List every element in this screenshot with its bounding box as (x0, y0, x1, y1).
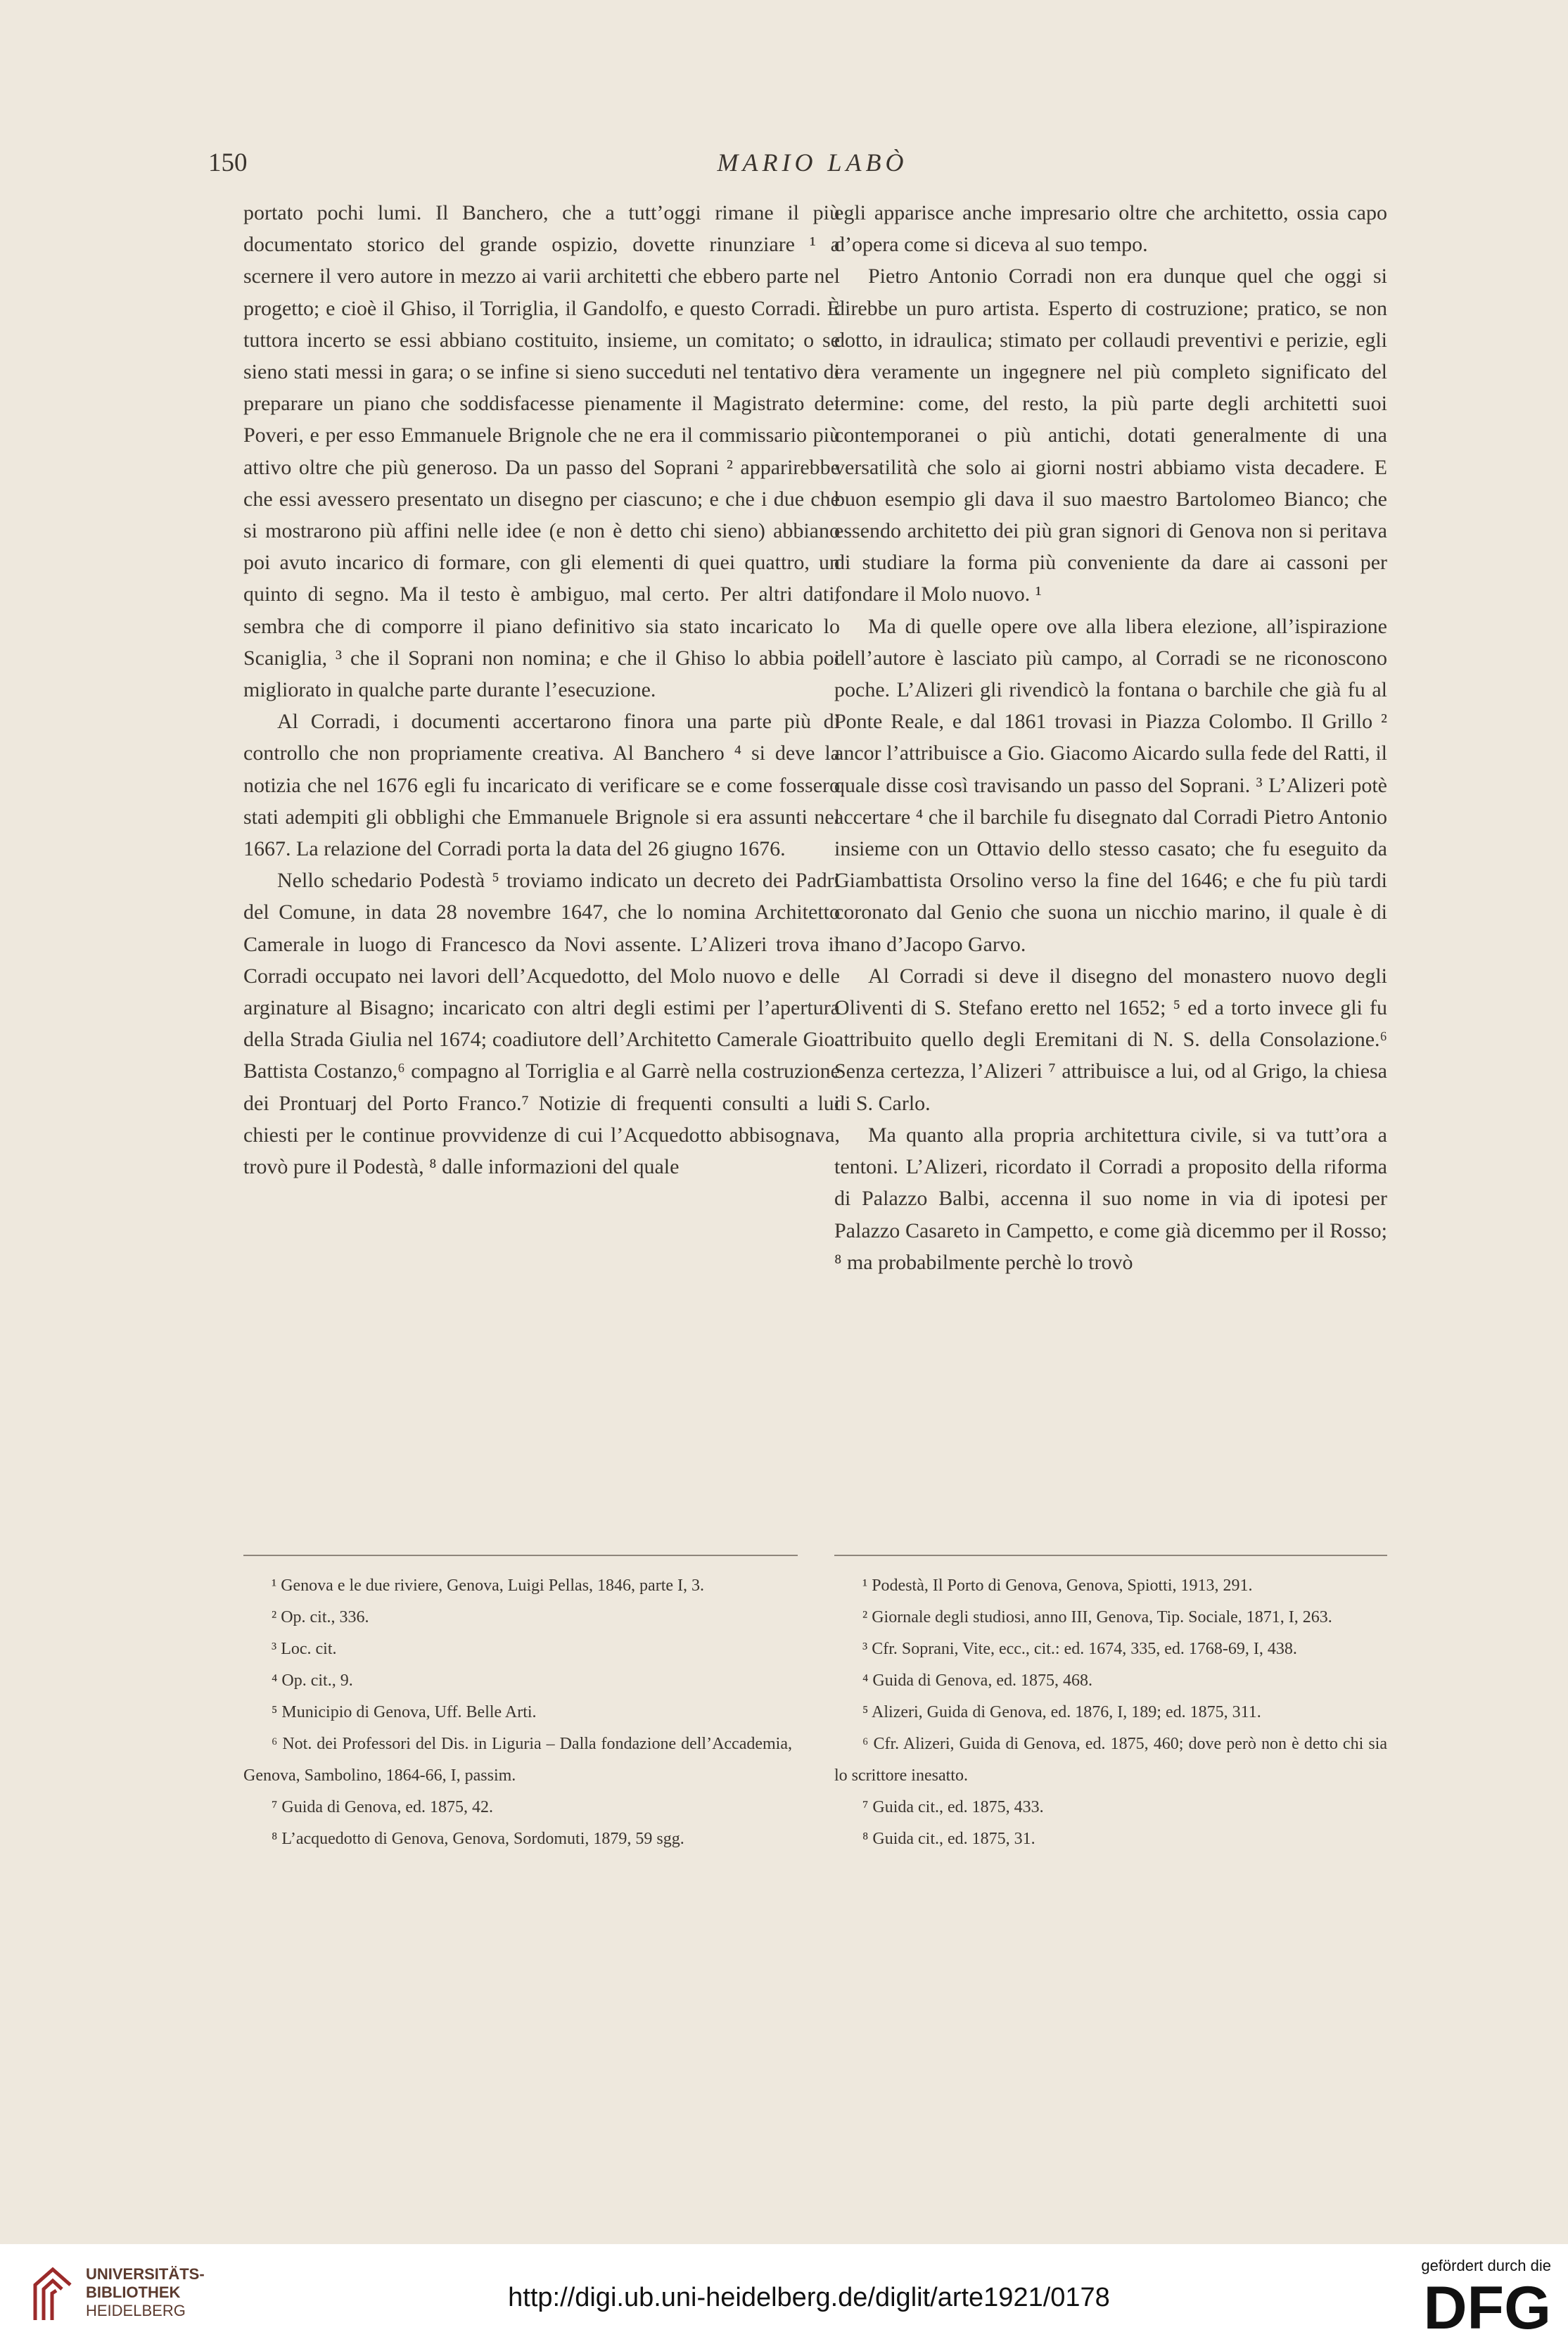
dfg-logo-text: DFG (1423, 2278, 1551, 2334)
right-column (834, 197, 1387, 1278)
paragraph: Pietro Antonio Corradi non era dunque quel che oggi si direbbe un puro artista. Esperto di costruzione; pratico, se non dotto, in idraulica; stimato per collaudi preventivi e perizie, egli era veramente un ingegnere nel più completo significato del termine: come, del resto, la più parte degli architetti suoi contemporanei o più antichi, dotati generalmente di una versatilità che solo ai giorni nostri abbiamo vista decadere. E buon esempio gli dava il suo maestro Bartolomeo Bianco; che essendo architetto dei più gran signori di Genova non si peritava di studiare la forma più conveniente da dare ai cassoni per fondare il Molo nuovo. ¹ (834, 265, 1387, 606)
footnote: ⁷ Guida di Genova, ed. 1875, 42. (272, 1798, 493, 1816)
paragraph: Ma quanto alla propria architettura civile, si va tutt’ora a tentoni. L’Alizeri, ricordato il Corradi a proposito della riforma di Palazzo Balbi, accenna il suo nome in via di ipotesi per Palazzo Casareto in Campetto, e come già dicemmo per il Rosso; ⁸ ma probabilmente perchè lo trovò (834, 1123, 1387, 1274)
library-name-line: UNIVERSITÄTS- (86, 2265, 205, 2283)
footnote: ⁵ Alizeri, Guida di Genova, ed. 1876, I, 189; ed. 1875, 311. (862, 1703, 1261, 1721)
paragraph: portato pochi lumi. Il Banchero, che a tutt’oggi rimane il più documentato storico del grande ospizio, dovette rinunziare ¹ a scernere il vero autore in mezzo ai varii architetti che ebbero parte nel progetto; e cioè il Ghiso, il Torriglia, il Gandolfo, e questo Corradi. È tuttora incerto se essi abbiano costituito, insieme, un comitato; o se sieno stati messi in gara; o se infine si sieno succeduti nel tentativo di preparare un piano che soddisfacesse pienamente il Magistrato dei Poveri, e per esso Emmanuele Brignole che ne era il commissario più attivo oltre che più generoso. Da un passo del Soprani ² apparirebbe che essi avessero presentato un disegno per ciascuno; e che i due che si mostrarono più affini nelle idee (e non è detto chi sieno) abbiano poi avuto incarico di formare, con gli elementi di quei quattro, un quinto di segno. Ma il testo è ambiguo, mal certo. Per altri dati, sembra che di comporre il piano definitivo sia stato incaricato lo Scaniglia, ³ che il Soprani non nomina; e che il Ghiso lo abbia poi migliorato in qualche parte durante l’esecuzione. (243, 201, 840, 702)
running-title: MARIO LABÒ (717, 148, 908, 177)
paragraph: Al Corradi si deve il disegno del monastero nuovo degli Oliventi di S. Stefano eretto nel 1652; ⁵ ed a torto invece gli fu attribuito quello degli Eremitani di N. S. della Consolazione.⁶ Senza certezza, l’Alizeri ⁷ attribuisce a lui, od al Grigo, la chiesa di S. Carlo. (834, 964, 1387, 1115)
page-number: 150 (208, 148, 248, 177)
library-name (86, 2265, 205, 2320)
footnote: ⁶ Cfr. Alizeri, Guida di Genova, ed. 1875, 460; dove però non è detto chi sia lo scrittore inesatto. (834, 1735, 1387, 1785)
footnote: ³ Loc. cit. (272, 1640, 337, 1658)
left-footnotes (243, 1570, 792, 1855)
left-column (243, 197, 840, 1183)
footnote: ³ Cfr. Soprani, Vite, ecc., cit.: ed. 1674, 335, ed. 1768-69, I, 438. (862, 1640, 1297, 1658)
footnote-divider (834, 1555, 1387, 1556)
dfg-logo (1389, 2278, 1551, 2334)
footnote: ² Op. cit., 336. (272, 1608, 369, 1626)
funding-label: gefördert durch die (1421, 2257, 1551, 2274)
footnote: ⁸ L’acquedotto di Genova, Genova, Sordomuti, 1879, 59 sgg. (272, 1830, 684, 1848)
right-footnotes (834, 1570, 1387, 1855)
library-name-line: HEIDELBERG (86, 2302, 186, 2319)
paragraph: egli apparisce anche impresario oltre che architetto, ossia capo d’opera come si diceva al suo tempo. (834, 201, 1387, 257)
footnote: ² Giornale degli studiosi, anno III, Genova, Tip. Sociale, 1871, I, 263. (862, 1608, 1332, 1626)
source-url-link[interactable]: http://digi.ub.uni-heidelberg.de/diglit/arte1921/0178 (508, 2283, 1110, 2312)
paragraph: Nello schedario Podestà ⁵ troviamo indicato un decreto dei Padri del Comune, in data 28 novembre 1647, che lo nomina Architetto Camerale in luogo di Francesco da Novi assente. L’Alizeri trova il Corradi occupato nei lavori dell’Acquedotto, del Molo nuovo e delle arginature al Bisagno; incaricato con altri degli estimi per l’apertura della Strada Giulia nel 1674; coadiutore dell’Architetto Camerale Gio. Battista Costanzo,⁶ compagno al Torriglia e al Garrè nella costruzione dei Prontuarj del Porto Franco.⁷ Notizie di frequenti consulti a lui chiesti per le continue provvidenze di cui l’Acquedotto abbisognava, trovò pure il Podestà, ⁸ dalle informazioni del quale (243, 869, 840, 1179)
footnote: ¹ Podestà, Il Porto di Genova, Genova, Spiotti, 1913, 291. (862, 1577, 1253, 1595)
paragraph: Al Corradi, i documenti accertarono finora una parte più di controllo che non propriamente creativa. Al Banchero ⁴ si deve la notizia che nel 1676 egli fu incaricato di verificare se e come fossero stati adempiti gli obblighi che Emmanuele Brignole si era assunti nel 1667. La relazione del Corradi porta la data del 26 giugno 1676. (243, 710, 840, 861)
footnote: ⁴ Op. cit., 9. (272, 1671, 353, 1690)
footnote: ⁷ Guida cit., ed. 1875, 433. (862, 1798, 1044, 1816)
library-logo-icon (28, 2264, 77, 2323)
footnote: ⁵ Municipio di Genova, Uff. Belle Arti. (272, 1703, 537, 1721)
footnote: ⁴ Guida di Genova, ed. 1875, 468. (862, 1671, 1092, 1690)
footnote-divider (243, 1555, 798, 1556)
footnote: ⁶ Not. dei Professori del Dis. in Liguria – Dalla fondazione dell’Accademia, Genova, Sambolino, 1864-66, I, passim. (243, 1735, 792, 1785)
footnote: ⁸ Guida cit., ed. 1875, 31. (862, 1830, 1035, 1848)
footnote: ¹ Genova e le due riviere, Genova, Luigi Pellas, 1846, parte I, 3. (272, 1577, 704, 1595)
library-name-line: BIBLIOTHEK (86, 2284, 181, 2301)
paragraph: Ma di quelle opere ove alla libera elezione, all’ispirazione dell’autore è lasciato più campo, al Corradi se ne riconoscono poche. L’Alizeri gli rivendicò la fontana o barchile che già fu al Ponte Reale, e dal 1861 trovasi in Piazza Colombo. Il Grillo ² ancor l’attribuisce a Gio. Giacomo Aicardo sulla fede del Ratti, il quale disse così travisando un passo del Soprani. ³ L’Alizeri potè accertare ⁴ che il barchile fu disegnato dal Corradi Pietro Antonio insieme con un Ottavio dello stesso casato; che fu eseguito da Giambattista Orsolino verso la fine del 1646; e che fu più tardi coronato dal Genio che suona un nicchio marino, il quale è di mano d’Jacopo Garvo. (834, 614, 1387, 956)
